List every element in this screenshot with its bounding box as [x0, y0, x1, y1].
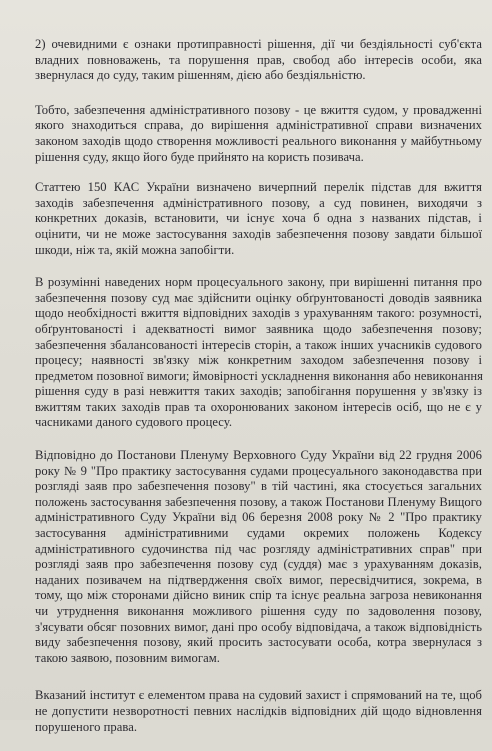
paragraph-1 — [35, 37, 482, 84]
paragraph-line: з'ясувати обсяг позовних вимог, дані про особу відповідача, а також відповідність — [35, 619, 482, 634]
paragraph-line: рішення суду в разі невжиття таких заходів; запобігання порушення у зв'язку із — [35, 384, 482, 399]
paragraph-line: адміністративного судочинства під час розгляду адміністративних справ" при — [35, 541, 482, 556]
paragraph-line: Тобто, забезпечення адміністративного позову - це вжиття судом, у провадженні — [35, 102, 482, 117]
paragraph-line: розгляді заяв про забезпечення позову" в тій частині, яка стосується загальних — [35, 479, 482, 494]
paragraph-line: чи утруднення виконання можливого рішення суду по задоволення позову, — [35, 604, 482, 618]
paragraph-line: звернулася до суду, таким рішенням, дією або бездіяльністю. — [35, 68, 366, 83]
paragraph-line: предметом позовної вимоги; ймовірності ускладнення виконання або невиконання — [35, 368, 484, 383]
paragraph-5 — [35, 448, 482, 666]
paragraph-line: положень застосування забезпечення позову, а також Постанови Пленуму Вищого — [35, 494, 482, 509]
paragraph-line: владних повноважень, та порушення прав, свобод або інтересів особи, яка — [35, 52, 482, 67]
paragraph-line: не допустити незворотності певних наслідків відповідних дій щодо відновлення — [35, 703, 482, 718]
paragraph-line: 2) очевидними є ознаки протиправності рішення, дії чи бездіяльності суб'єкта — [35, 37, 482, 51]
paragraph-line: заходів забезпечення адміністративного позову, а суд повинен, виходячи з — [35, 195, 482, 210]
paragraph-line: тому, що між сторонами дійсно виник спір та існує реальна загроза невиконання — [35, 588, 482, 603]
paragraph-line: адміністративного Суду України від 06 березня 2008 року № 2 "Про практику — [35, 510, 482, 525]
paragraph-line: виду забезпечення позову, який просить застосувати особа, котра звернулася з — [35, 635, 482, 650]
paragraph-line: Вказаний інститут є елементом права на судовий захист і спрямований на те, щоб — [35, 688, 482, 703]
paragraph-line: рішення суду, якщо його буде прийнято на користь позивача. — [35, 149, 364, 164]
paragraph-line: конкретних доказів, встановити, чи існує хоча б одна з названих підстав, і — [35, 211, 482, 226]
paragraph-line: такою заявою, позовним вимогам. — [35, 650, 220, 665]
paragraph-line: шкоди, ніж та, якій можна запобігти. — [35, 242, 235, 257]
paragraph-line: вжиттям таких заходів прав та охоронюваних законом інтересів осіб, що не є у — [35, 399, 482, 414]
paragraph-3 — [35, 180, 482, 258]
paragraph-line: розгляді заяв про забезпечення позову суд (суддя) має з урахуванням доказів, — [35, 557, 482, 572]
paragraph-4 — [35, 275, 482, 431]
paragraph-line: оцінити, чи не може застосування заходів забезпечення позову завдати більшої — [35, 226, 482, 241]
paragraph-line: якого знаходиться справа, до вирішення адміністративної справи визначених — [35, 118, 482, 133]
document-body — [35, 37, 482, 751]
paragraph-line: В розумінні наведених норм процесуального закону, при вирішенні питання про — [35, 275, 482, 290]
paragraph-line: процесу; наявності зв'язку між конкретним заходом забезпечення позову і — [35, 353, 482, 368]
paragraph-line: порушеного права. — [35, 719, 138, 734]
paragraph-line: забезпечення позову суд має здійснити оцінку обґрунтованості доводів заявника — [35, 290, 482, 305]
paragraph-6 — [35, 688, 482, 735]
paragraph-line: часниками даного судового процесу. — [35, 415, 233, 430]
paragraph-line: щодо необхідності вжиття відповідних заходів з урахуванням такого: розумності, — [35, 306, 482, 321]
paragraph-line: Відповідно до Постанови Пленуму Верховного Суду України від 22 грудня 2006 — [35, 448, 482, 463]
paragraph-2 — [35, 103, 482, 165]
paragraph-line: законом заходів щодо створення можливості реального виконання у майбутньому — [35, 133, 482, 148]
paragraph-line: року № 9 "Про практику застосування судами процесуального законодавства при — [35, 463, 482, 478]
paragraph-line: обґрунтованості і адекватності вимог заявника щодо забезпечення позову; — [35, 321, 482, 336]
paragraph-line: наданих позивачем на підтвердження своїх вимог, пересвідчитися, зокрема, в — [35, 572, 482, 587]
paragraph-line: забезпечення збалансованості інтересів сторін, а також інших учасників судового — [35, 337, 482, 352]
paragraph-line: Статтею 150 КАС України визначено вичерпний перелік підстав для вжиття — [35, 180, 482, 195]
paragraph-line: застосування адміністративними судами окремих положень Кодексу — [35, 526, 482, 541]
